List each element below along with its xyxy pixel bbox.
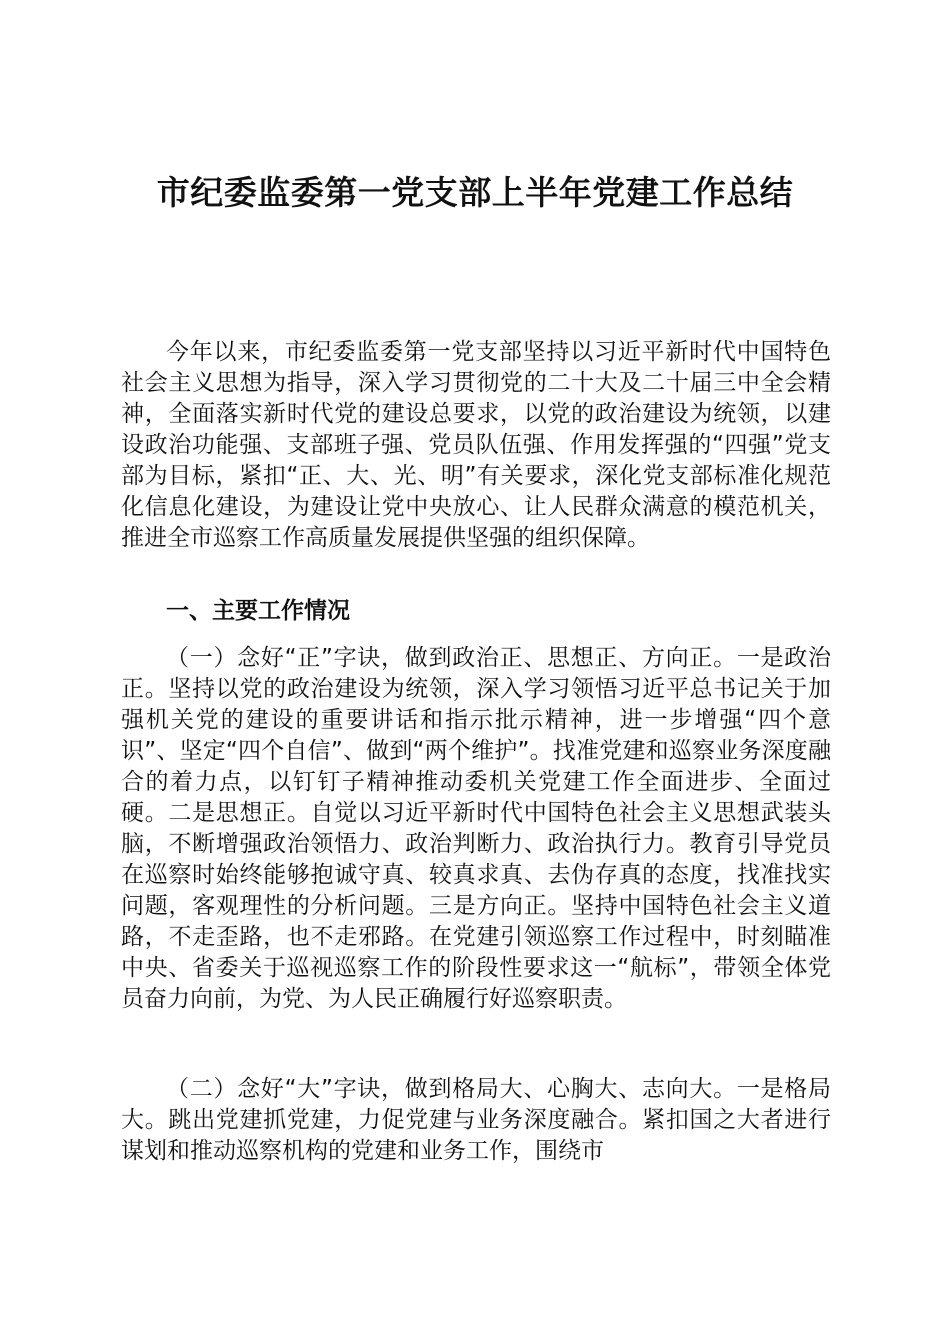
document-title: 市纪委监委第一党支部上半年党建工作总结	[156, 173, 794, 212]
section-heading: 一、主要工作情况	[166, 598, 350, 624]
section-paragraph-1: （一）念好“正”字诀，做到政治正、思想正、方向正。一是政治正。坚持以党的政治建设为统领，深入学习领悟习近平总书记关于加强机关党的建设的重要讲话和指示批示精神，进一步增强“四个意识”、坚定“四个自信”、做到“两个维护”。找准党建和巡察业务深度融合的着力点，以钉钉子精神推动委机关党建工作全面进步、全面过硬。二是思想正。自觉以习近平新时代中国特色社会主义思想武装头脑，不断增强政治领悟力、政治判断力、政治执行力。教育引导党员在巡察时始终能够抱诚守真、较真求真、去伪存真的态度，找准找实问题，客观理性的分析问题。三是方向正。坚持中国特色社会主义道路，不走歪路，也不走邪路。在党建引领巡察工作过程中，时刻瞄准中央、省委关于巡视巡察工作的阶段性要求这一“航标”，带领全体党员奋力向前，为党、为人民正确履行好巡察职责。	[121, 645, 831, 1012]
intro-paragraph: 今年以来，市纪委监委第一党支部坚持以习近平新时代中国特色社会主义思想为指导，深入学习贯彻党的二十大及二十届三中全会精神，全面落实新时代党的建设总要求，以党的政治建设为统领，以建设政治功能强、支部班子强、党员队伍强、作用发挥强的“四强”党支部为目标，紧扣“正、大、光、明”有关要求，深化党支部标准化规范化信息化建设，为建设让党中央放心、让人民群众满意的模范机关，推进全市巡察工作高质量发展提供坚强的组织保障。	[121, 339, 831, 551]
section-paragraph-2: （二）念好“大”字诀，做到格局大、心胸大、志向大。一是格局大。跳出党建抓党建，力促党建与业务深度融合。紧扣国之大者进行谋划和推动巡察机构的党建和业务工作，围绕市	[121, 1076, 831, 1164]
